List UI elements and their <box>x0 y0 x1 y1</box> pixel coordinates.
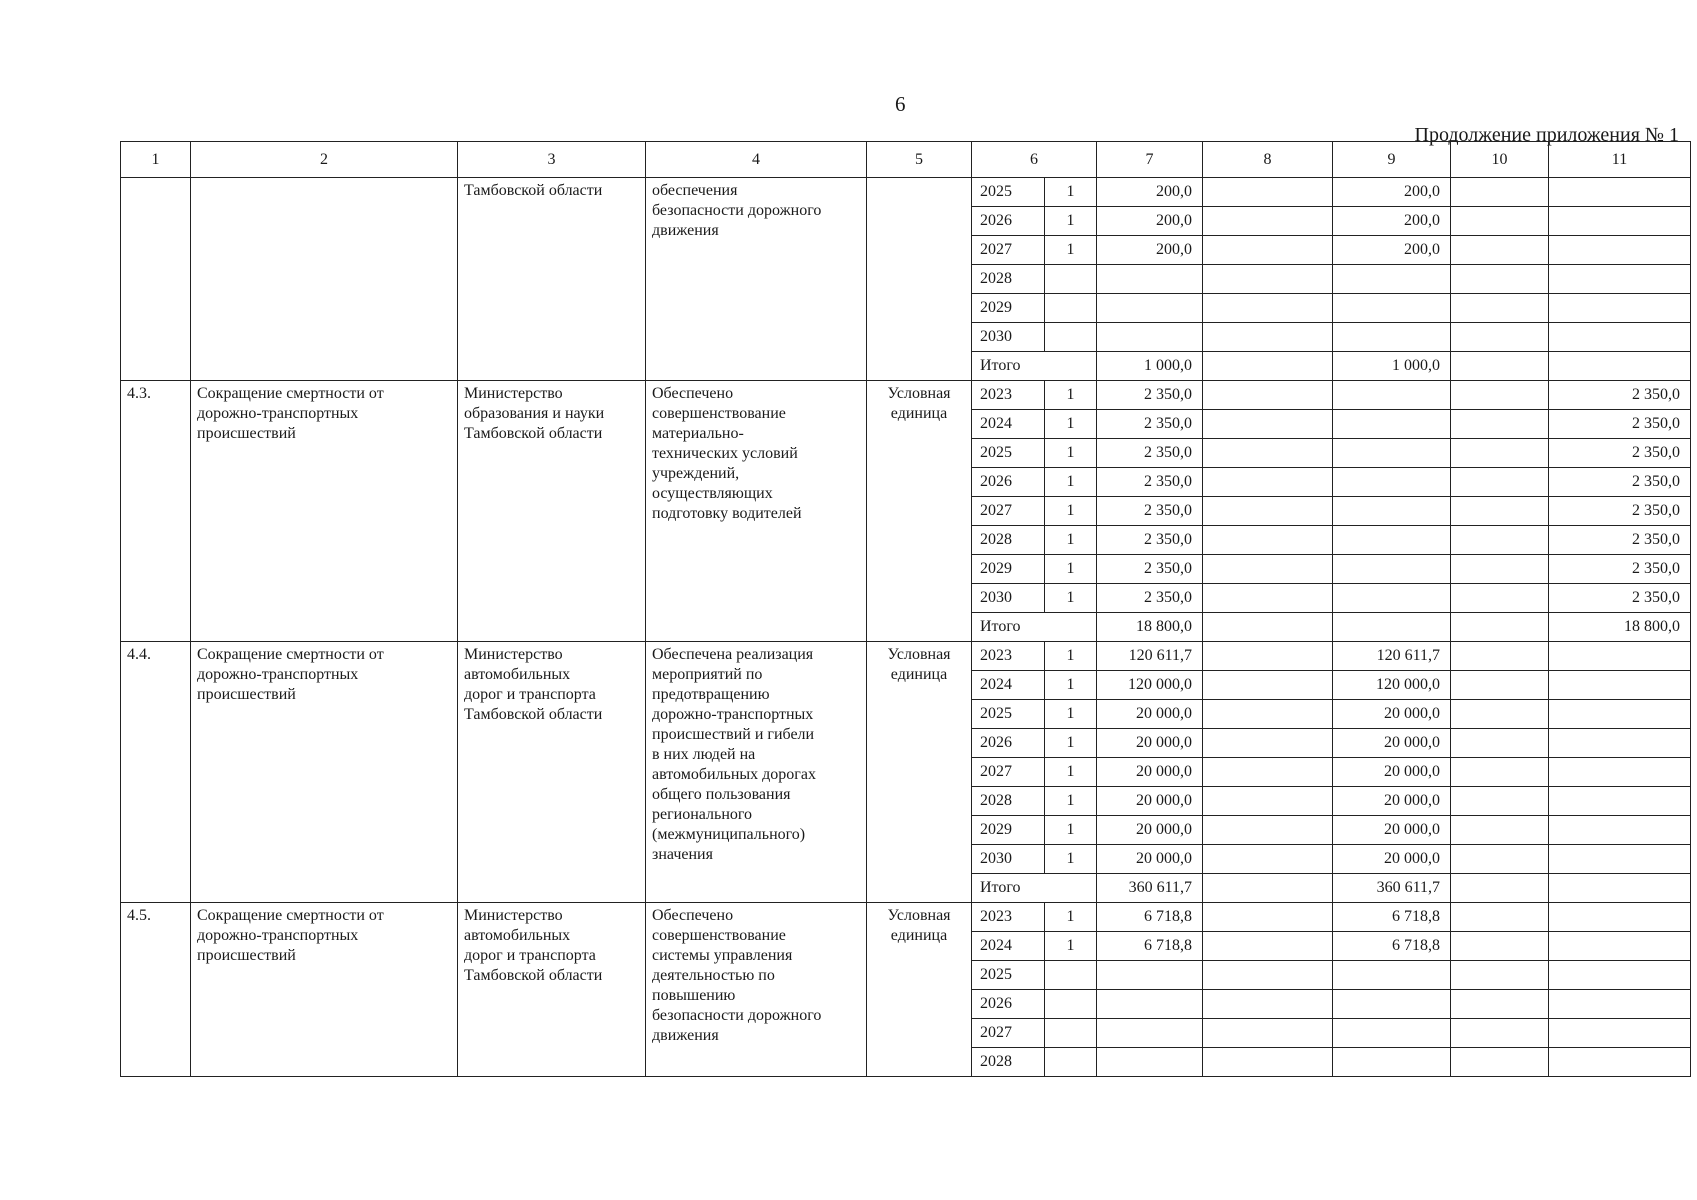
count-cell <box>1045 294 1097 323</box>
amount-cell-9 <box>1333 381 1451 410</box>
count-cell: 1 <box>1045 497 1097 526</box>
count-cell: 1 <box>1045 410 1097 439</box>
amount-cell-7 <box>1097 961 1203 990</box>
year-cell: 2026 <box>972 207 1045 236</box>
amount-cell-9: 6 718,8 <box>1333 903 1451 932</box>
amount-cell-9 <box>1333 613 1451 642</box>
amount-cell-10 <box>1451 700 1549 729</box>
year-cell: 2029 <box>972 294 1045 323</box>
amount-cell-7: 2 350,0 <box>1097 526 1203 555</box>
amount-cell-7: 20 000,0 <box>1097 729 1203 758</box>
amount-cell-8 <box>1203 468 1333 497</box>
amount-cell-8 <box>1203 207 1333 236</box>
amount-cell-11 <box>1549 352 1691 381</box>
amount-cell-11 <box>1549 932 1691 961</box>
amount-cell-10 <box>1451 874 1549 903</box>
col-header-3: 3 <box>458 142 646 178</box>
amount-cell-8 <box>1203 236 1333 265</box>
item-number-cell: 4.5. <box>121 903 191 1077</box>
unit-cell <box>867 178 972 381</box>
amount-cell-9: 200,0 <box>1333 178 1451 207</box>
amount-cell-7 <box>1097 323 1203 352</box>
amount-cell-9: 20 000,0 <box>1333 845 1451 874</box>
amount-cell-10 <box>1451 584 1549 613</box>
amount-cell-10 <box>1451 932 1549 961</box>
table-row <box>121 642 1691 671</box>
year-cell: 2028 <box>972 526 1045 555</box>
amount-cell-7: 120 611,7 <box>1097 642 1203 671</box>
executor-cell: Министерство образования и науки Тамбовской области <box>458 381 646 642</box>
year-cell: 2028 <box>972 787 1045 816</box>
header-row <box>121 142 1691 178</box>
col-header-9: 9 <box>1333 142 1451 178</box>
amount-cell-7 <box>1097 990 1203 1019</box>
count-cell <box>1045 1019 1097 1048</box>
amount-cell-11: 2 350,0 <box>1549 439 1691 468</box>
amount-cell-7: 20 000,0 <box>1097 816 1203 845</box>
amount-cell-11 <box>1549 787 1691 816</box>
amount-cell-10 <box>1451 236 1549 265</box>
year-cell: 2024 <box>972 410 1045 439</box>
amount-cell-9: 1 000,0 <box>1333 352 1451 381</box>
amount-cell-11 <box>1549 729 1691 758</box>
amount-cell-11 <box>1549 178 1691 207</box>
amount-cell-9 <box>1333 439 1451 468</box>
unit-cell: Условная единица <box>867 903 972 1077</box>
col-header-7: 7 <box>1097 142 1203 178</box>
item-number-cell: 4.3. <box>121 381 191 642</box>
year-cell: 2030 <box>972 584 1045 613</box>
amount-cell-8 <box>1203 497 1333 526</box>
amount-cell-9 <box>1333 555 1451 584</box>
amount-cell-10 <box>1451 642 1549 671</box>
result-cell: обеспечения безопасности дорожного движения <box>646 178 867 381</box>
col-header-6: 6 <box>972 142 1097 178</box>
amount-cell-7: 200,0 <box>1097 236 1203 265</box>
col-header-5: 5 <box>867 142 972 178</box>
amount-cell-9: 120 000,0 <box>1333 671 1451 700</box>
count-cell: 1 <box>1045 468 1097 497</box>
count-cell: 1 <box>1045 903 1097 932</box>
count-cell: 1 <box>1045 526 1097 555</box>
amount-cell-9 <box>1333 990 1451 1019</box>
amount-cell-10 <box>1451 178 1549 207</box>
count-cell: 1 <box>1045 236 1097 265</box>
amount-cell-10 <box>1451 381 1549 410</box>
year-cell: 2026 <box>972 468 1045 497</box>
amount-cell-8 <box>1203 642 1333 671</box>
page-number: 6 <box>895 92 906 116</box>
amount-cell-10 <box>1451 207 1549 236</box>
count-cell: 1 <box>1045 584 1097 613</box>
amount-cell-7: 2 350,0 <box>1097 584 1203 613</box>
year-cell: 2027 <box>972 497 1045 526</box>
goal-cell: Сокращение смертности от дорожно-транспортных происшествий <box>191 381 458 642</box>
amount-cell-10 <box>1451 439 1549 468</box>
amount-cell-11 <box>1549 903 1691 932</box>
year-cell: 2025 <box>972 700 1045 729</box>
amount-cell-9: 20 000,0 <box>1333 787 1451 816</box>
amount-cell-9: 20 000,0 <box>1333 816 1451 845</box>
amount-cell-8 <box>1203 584 1333 613</box>
goal-cell <box>191 178 458 381</box>
year-cell: 2030 <box>972 323 1045 352</box>
year-cell: 2025 <box>972 178 1045 207</box>
amount-cell-11: 18 800,0 <box>1549 613 1691 642</box>
count-cell <box>1045 1048 1097 1077</box>
amount-cell-8 <box>1203 294 1333 323</box>
year-cell: 2027 <box>972 1019 1045 1048</box>
amount-cell-9: 120 611,7 <box>1333 642 1451 671</box>
amount-cell-10 <box>1451 265 1549 294</box>
col-header-8: 8 <box>1203 142 1333 178</box>
amount-cell-11 <box>1549 961 1691 990</box>
count-cell <box>1045 265 1097 294</box>
amount-cell-8 <box>1203 1019 1333 1048</box>
amount-cell-8 <box>1203 671 1333 700</box>
count-cell: 1 <box>1045 439 1097 468</box>
amount-cell-11 <box>1549 1048 1691 1077</box>
amount-cell-8 <box>1203 265 1333 294</box>
amount-cell-11 <box>1549 265 1691 294</box>
col-header-4: 4 <box>646 142 867 178</box>
amount-cell-10 <box>1451 729 1549 758</box>
count-cell: 1 <box>1045 729 1097 758</box>
amount-cell-8 <box>1203 700 1333 729</box>
item-number-cell: 4.4. <box>121 642 191 903</box>
table-row <box>121 381 1691 410</box>
count-cell: 1 <box>1045 671 1097 700</box>
amount-cell-8 <box>1203 845 1333 874</box>
amount-cell-7 <box>1097 1019 1203 1048</box>
count-cell: 1 <box>1045 555 1097 584</box>
year-cell: 2026 <box>972 990 1045 1019</box>
amount-cell-8 <box>1203 1048 1333 1077</box>
executor-cell: Министерство автомобильных дорог и транспорта Тамбовской области <box>458 903 646 1077</box>
amount-cell-10 <box>1451 787 1549 816</box>
executor-cell: Тамбовской области <box>458 178 646 381</box>
count-cell: 1 <box>1045 816 1097 845</box>
year-cell: 2030 <box>972 845 1045 874</box>
appendix-note: Продолжение приложения № 1 <box>1414 124 1679 146</box>
amount-cell-7: 360 611,7 <box>1097 874 1203 903</box>
amount-cell-7: 6 718,8 <box>1097 932 1203 961</box>
amount-cell-8 <box>1203 526 1333 555</box>
amount-cell-8 <box>1203 323 1333 352</box>
amount-cell-10 <box>1451 294 1549 323</box>
amount-cell-10 <box>1451 1048 1549 1077</box>
count-cell: 1 <box>1045 700 1097 729</box>
amount-cell-8 <box>1203 990 1333 1019</box>
total-label: Итого <box>972 352 1097 381</box>
amount-cell-9: 20 000,0 <box>1333 758 1451 787</box>
amount-cell-10 <box>1451 497 1549 526</box>
amount-cell-11: 2 350,0 <box>1549 497 1691 526</box>
amount-cell-9 <box>1333 294 1451 323</box>
amount-cell-9: 200,0 <box>1333 207 1451 236</box>
amount-cell-11 <box>1549 758 1691 787</box>
amount-cell-9 <box>1333 497 1451 526</box>
amount-cell-7: 1 000,0 <box>1097 352 1203 381</box>
count-cell <box>1045 961 1097 990</box>
col-header-1: 1 <box>121 142 191 178</box>
amount-cell-11 <box>1549 845 1691 874</box>
result-cell: Обеспечено совершенствование материально- технических условий учреждений, осуществляющих подготовку водителей <box>646 381 867 642</box>
amount-cell-11: 2 350,0 <box>1549 410 1691 439</box>
year-cell: 2027 <box>972 758 1045 787</box>
unit-cell: Условная единица <box>867 642 972 903</box>
amount-cell-7: 200,0 <box>1097 178 1203 207</box>
amount-cell-7: 20 000,0 <box>1097 787 1203 816</box>
result-cell: Обеспечено совершенствование системы управления деятельностью по повышению безопасности дорожного движения <box>646 903 867 1077</box>
amount-cell-10 <box>1451 990 1549 1019</box>
amount-cell-8 <box>1203 758 1333 787</box>
table-row <box>121 178 1691 207</box>
goal-cell: Сокращение смертности от дорожно-транспортных происшествий <box>191 903 458 1077</box>
amount-cell-9 <box>1333 410 1451 439</box>
amount-cell-11 <box>1549 294 1691 323</box>
amount-cell-9: 360 611,7 <box>1333 874 1451 903</box>
amount-cell-7: 20 000,0 <box>1097 700 1203 729</box>
amount-cell-7: 2 350,0 <box>1097 555 1203 584</box>
amount-cell-10 <box>1451 845 1549 874</box>
amount-cell-7: 200,0 <box>1097 207 1203 236</box>
col-header-10: 10 <box>1451 142 1549 178</box>
amount-cell-10 <box>1451 526 1549 555</box>
year-cell: 2028 <box>972 1048 1045 1077</box>
amount-cell-9 <box>1333 584 1451 613</box>
count-cell: 1 <box>1045 642 1097 671</box>
amount-cell-9: 6 718,8 <box>1333 932 1451 961</box>
amount-cell-8 <box>1203 903 1333 932</box>
amount-cell-7: 18 800,0 <box>1097 613 1203 642</box>
amount-cell-10 <box>1451 961 1549 990</box>
amount-cell-11 <box>1549 207 1691 236</box>
measures-table <box>120 141 1691 1077</box>
amount-cell-10 <box>1451 410 1549 439</box>
amount-cell-9 <box>1333 323 1451 352</box>
year-cell: 2023 <box>972 642 1045 671</box>
amount-cell-8 <box>1203 874 1333 903</box>
amount-cell-11 <box>1549 236 1691 265</box>
amount-cell-11: 2 350,0 <box>1549 381 1691 410</box>
year-cell: 2029 <box>972 816 1045 845</box>
amount-cell-8 <box>1203 961 1333 990</box>
count-cell: 1 <box>1045 845 1097 874</box>
amount-cell-10 <box>1451 903 1549 932</box>
amount-cell-11 <box>1549 990 1691 1019</box>
year-cell: 2025 <box>972 961 1045 990</box>
item-number-cell <box>121 178 191 381</box>
result-cell: Обеспечена реализация мероприятий по предотвращению дорожно-транспортных происшествий и гибели в них людей на автомобильных дорогах общего пользования регионального (межмуниципального) значения <box>646 642 867 903</box>
amount-cell-7: 2 350,0 <box>1097 497 1203 526</box>
amount-cell-8 <box>1203 178 1333 207</box>
amount-cell-7: 6 718,8 <box>1097 903 1203 932</box>
count-cell <box>1045 323 1097 352</box>
amount-cell-10 <box>1451 816 1549 845</box>
year-cell: 2025 <box>972 439 1045 468</box>
amount-cell-9 <box>1333 526 1451 555</box>
amount-cell-8 <box>1203 932 1333 961</box>
amount-cell-10 <box>1451 323 1549 352</box>
year-cell: 2026 <box>972 729 1045 758</box>
amount-cell-9: 20 000,0 <box>1333 729 1451 758</box>
count-cell: 1 <box>1045 178 1097 207</box>
amount-cell-8 <box>1203 381 1333 410</box>
amount-cell-11: 2 350,0 <box>1549 584 1691 613</box>
amount-cell-7: 20 000,0 <box>1097 845 1203 874</box>
amount-cell-10 <box>1451 758 1549 787</box>
amount-cell-10 <box>1451 468 1549 497</box>
count-cell: 1 <box>1045 932 1097 961</box>
amount-cell-10 <box>1451 671 1549 700</box>
col-header-2: 2 <box>191 142 458 178</box>
count-cell: 1 <box>1045 787 1097 816</box>
executor-cell: Министерство автомобильных дорог и транспорта Тамбовской области <box>458 642 646 903</box>
year-cell: 2024 <box>972 932 1045 961</box>
amount-cell-9 <box>1333 468 1451 497</box>
count-cell: 1 <box>1045 381 1097 410</box>
count-cell <box>1045 990 1097 1019</box>
amount-cell-7 <box>1097 294 1203 323</box>
amount-cell-10 <box>1451 1019 1549 1048</box>
amount-cell-8 <box>1203 787 1333 816</box>
amount-cell-9: 20 000,0 <box>1333 700 1451 729</box>
amount-cell-7: 2 350,0 <box>1097 468 1203 497</box>
unit-cell: Условная единица <box>867 381 972 642</box>
amount-cell-8 <box>1203 729 1333 758</box>
year-cell: 2024 <box>972 671 1045 700</box>
amount-cell-9 <box>1333 265 1451 294</box>
amount-cell-7: 20 000,0 <box>1097 758 1203 787</box>
amount-cell-11 <box>1549 700 1691 729</box>
year-cell: 2023 <box>972 381 1045 410</box>
amount-cell-7: 2 350,0 <box>1097 410 1203 439</box>
amount-cell-11: 2 350,0 <box>1549 468 1691 497</box>
amount-cell-11: 2 350,0 <box>1549 526 1691 555</box>
amount-cell-8 <box>1203 613 1333 642</box>
goal-cell: Сокращение смертности от дорожно-транспортных происшествий <box>191 642 458 903</box>
amount-cell-7 <box>1097 265 1203 294</box>
amount-cell-11 <box>1549 323 1691 352</box>
year-cell: 2027 <box>972 236 1045 265</box>
count-cell: 1 <box>1045 758 1097 787</box>
amount-cell-8 <box>1203 816 1333 845</box>
count-cell: 1 <box>1045 207 1097 236</box>
amount-cell-9 <box>1333 961 1451 990</box>
table-row <box>121 903 1691 932</box>
amount-cell-9 <box>1333 1019 1451 1048</box>
total-label: Итого <box>972 874 1097 903</box>
amount-cell-8 <box>1203 352 1333 381</box>
year-cell: 2028 <box>972 265 1045 294</box>
amount-cell-10 <box>1451 352 1549 381</box>
amount-cell-9 <box>1333 1048 1451 1077</box>
amount-cell-7: 120 000,0 <box>1097 671 1203 700</box>
amount-cell-8 <box>1203 410 1333 439</box>
amount-cell-7 <box>1097 1048 1203 1077</box>
year-cell: 2029 <box>972 555 1045 584</box>
total-label: Итого <box>972 613 1097 642</box>
amount-cell-8 <box>1203 439 1333 468</box>
amount-cell-11 <box>1549 874 1691 903</box>
amount-cell-11 <box>1549 671 1691 700</box>
amount-cell-9: 200,0 <box>1333 236 1451 265</box>
amount-cell-10 <box>1451 555 1549 584</box>
amount-cell-7: 2 350,0 <box>1097 381 1203 410</box>
amount-cell-10 <box>1451 613 1549 642</box>
amount-cell-11 <box>1549 816 1691 845</box>
year-cell: 2023 <box>972 903 1045 932</box>
amount-cell-7: 2 350,0 <box>1097 439 1203 468</box>
amount-cell-11 <box>1549 642 1691 671</box>
amount-cell-8 <box>1203 555 1333 584</box>
amount-cell-11: 2 350,0 <box>1549 555 1691 584</box>
amount-cell-11 <box>1549 1019 1691 1048</box>
col-header-11: 11 <box>1549 142 1691 178</box>
